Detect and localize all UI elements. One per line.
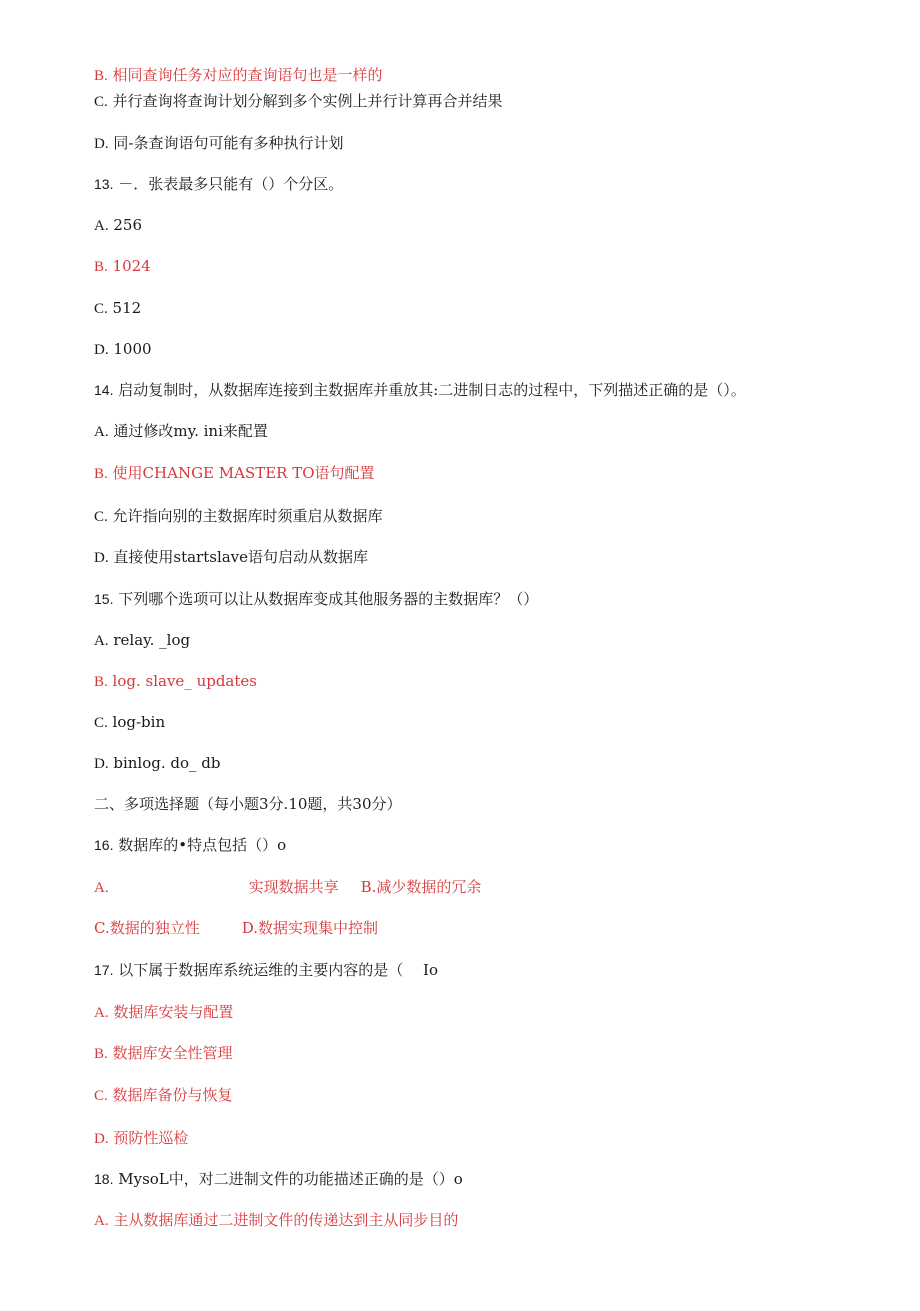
q14-option-d: D. 直接使用startslave语句启动从数据库 (94, 548, 369, 566)
q12-option-d: D. 同-条查询语句可能有多种执行计划 (94, 134, 344, 152)
q15-option-b: B. log. slave_ updates (94, 672, 257, 690)
q12-option-b: B. 相同查询任务对应的查询语句也是一样的 (94, 66, 383, 84)
q14-option-a: A. 通过修改my. ini来配置 (94, 422, 268, 440)
q17-option-d: D. 预防性巡检 (94, 1129, 189, 1147)
section-heading: 二、多项选择题（每小题3分.10题，共30分） (94, 795, 402, 813)
q18-question: 18. MysoL中，对二进制文件的功能描述正确的是（）o (94, 1170, 463, 1188)
q15-option-a: A. relay. _log (94, 631, 191, 649)
q16-question: 16. 数据库的•特点包括（）o (94, 836, 287, 854)
q13-option-c: C. 512 (94, 299, 142, 317)
q14-question: 14. 启动复制时，从数据库连接到主数据库并重放其:二进制日志的过程中，下列描述正确的是（）。 (94, 381, 746, 399)
q16-options-row1: A. 实现数据共享 B.减少数据的冗余 (94, 878, 482, 896)
q17-question: 17. 以下属于数据库系统运维的主要内容的是（ Io (94, 961, 438, 979)
q13-option-d: D. 1000 (94, 340, 152, 358)
q15-question: 15. 下列哪个选项可以让从数据库变成其他服务器的主数据库？（） (94, 590, 539, 608)
q18-option-a: A. 主从数据库通过二进制文件的传递达到主从同步目的 (94, 1211, 459, 1229)
q13-question: 13. －．张表最多只能有（）个分区。 (94, 175, 344, 193)
q14-option-b: B. 使用CHANGE MASTER TO语句配置 (94, 464, 375, 482)
q17-option-a: A. 数据库安装与配置 (94, 1003, 234, 1021)
q15-option-c: C. log-bin (94, 713, 166, 731)
q14-option-c: C. 允许指向别的主数据库时须重启从数据库 (94, 507, 383, 525)
q17-option-b: B. 数据库安全性管理 (94, 1044, 233, 1062)
q17-option-c: C. 数据库备份与恢复 (94, 1086, 233, 1104)
q15-option-d: D. binlog. do_ db (94, 754, 221, 772)
q13-option-b: B. 1024 (94, 257, 151, 275)
q12-option-c: C. 并行查询将查询计划分解到多个实例上并行计算再合并结果 (94, 92, 503, 110)
q16-options-row2: C.数据的独立性 D.数据实现集中控制 (94, 919, 378, 937)
q13-option-a: A. 256 (94, 216, 143, 234)
